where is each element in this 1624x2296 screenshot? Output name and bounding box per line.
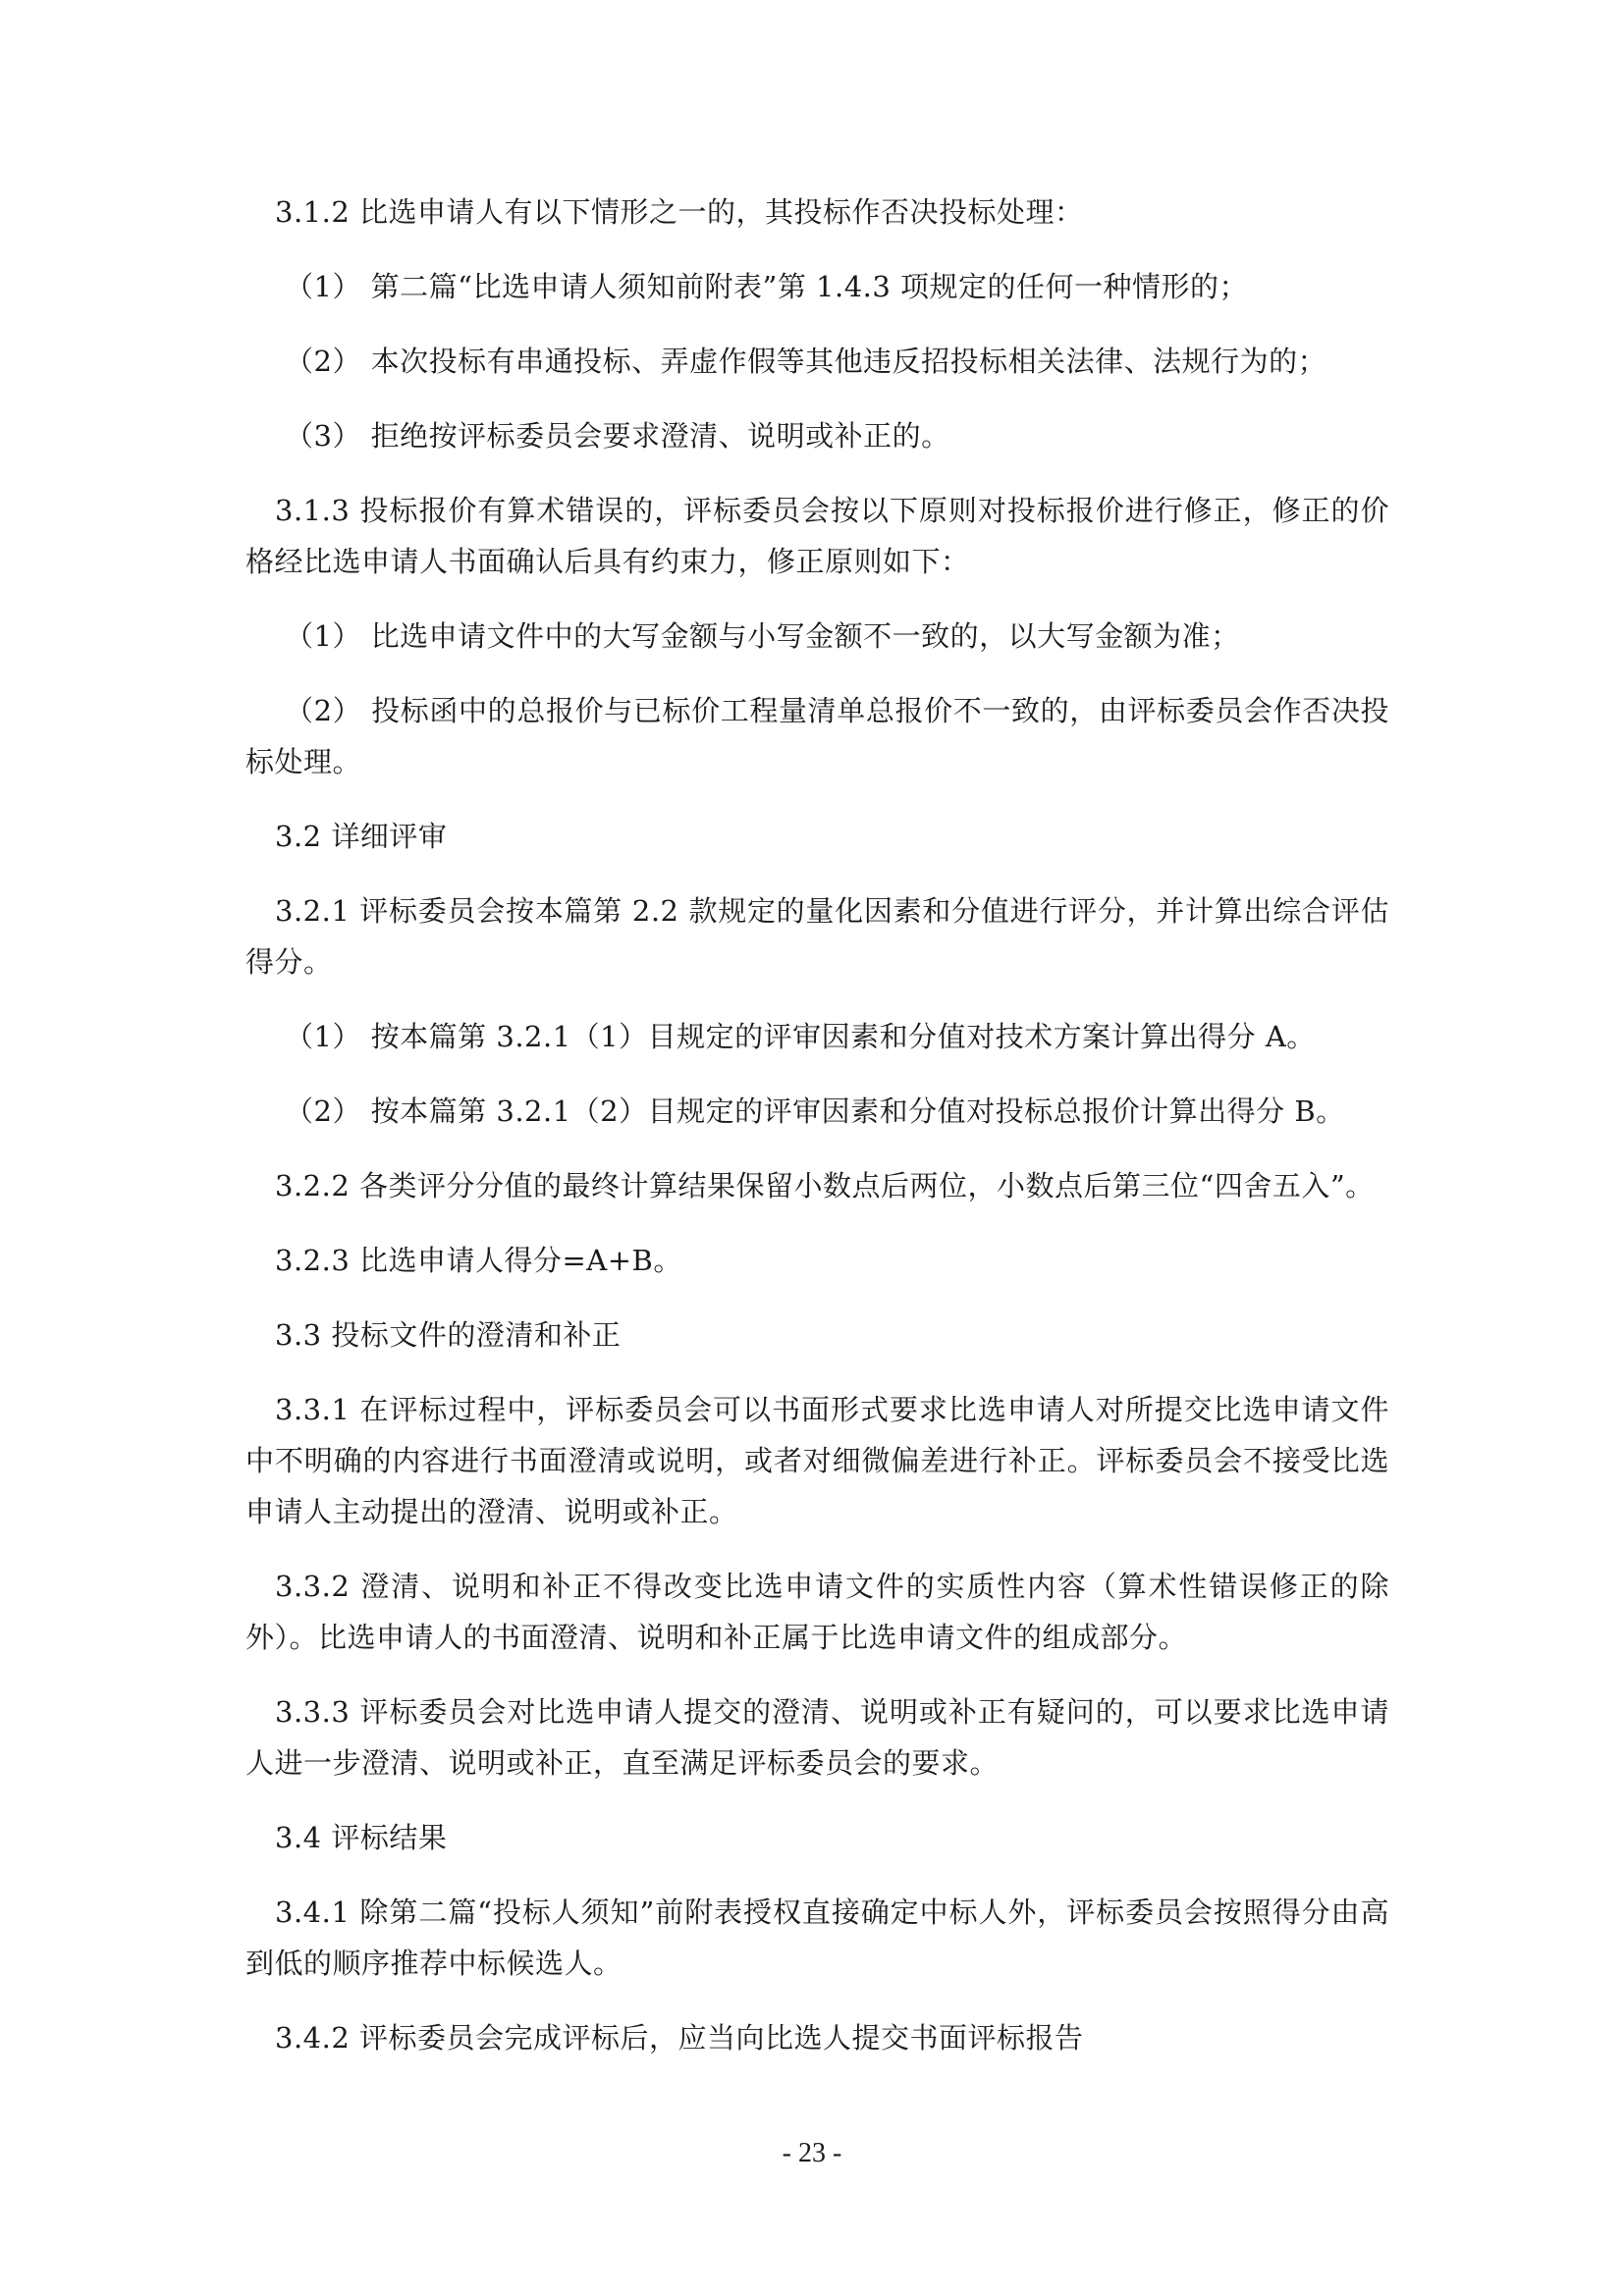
list-item: （1） 比选申请文件中的大写金额与小写金额不一致的，以大写金额为准；: [285, 619, 1240, 653]
list-item: （2） 按本篇第 3.2.1（2）目规定的评审因素和分值对投标总报价计算出得分 B。: [285, 1095, 1345, 1128]
clause-3-3-2: 3.3.2 澄清、说明和补正不得改变比选申请文件的实质性内容（算术性错误修正的除外）。比选申请人的书面澄清、说明和补正属于比选申请文件的组成部分。: [245, 1570, 1389, 1654]
section-heading-3-2: 3.2 详细评审: [275, 820, 448, 853]
clause-3-1-2: 3.1.2 比选申请人有以下情形之一的，其投标作否决投标处理：: [275, 195, 1084, 229]
clause-3-3-3: 3.3.3 评标委员会对比选申请人提交的澄清、说明或补正有疑问的，可以要求比选申请人进一步澄清、说明或补正，直至满足评标委员会的要求。: [245, 1695, 1389, 1780]
clause-3-3-1: 3.3.1 在评标过程中，评标委员会可以书面形式要求比选申请人对所提交比选申请文件中不明确的内容进行书面澄清或说明，或者对细微偏差进行补正。评标委员会不接受比选申请人主动提出的澄清、说明或补正。: [245, 1393, 1389, 1528]
section-heading-3-4: 3.4 评标结果: [275, 1821, 448, 1854]
section-heading-3-3: 3.3 投标文件的澄清和补正: [275, 1318, 622, 1352]
list-item: （1） 第二篇“比选申请人须知前附表”第 1.4.3 项规定的任何一种情形的；: [285, 270, 1249, 303]
list-item: （1） 按本篇第 3.2.1（1）目规定的评审因素和分值对技术方案计算出得分 A。: [285, 1020, 1316, 1053]
clause-3-4-1: 3.4.1 除第二篇“投标人须知”前附表授权直接确定中标人外，评标委员会按照得分由高到低的顺序推荐中标候选人。: [245, 1896, 1389, 1980]
clause-3-2-3: 3.2.3 比选申请人得分=A+B。: [275, 1244, 682, 1277]
clause-3-2-2: 3.2.2 各类评分分值的最终计算结果保留小数点后两位，小数点后第三位“四舍五入”。: [275, 1169, 1375, 1202]
list-item: （2） 本次投标有串通投标、弄虚作假等其他违反招投标相关法律、法规行为的；: [285, 345, 1327, 378]
list-item: （2） 投标函中的总报价与已标价工程量清单总报价不一致的，由评标委员会作否决投标处理。: [245, 694, 1389, 778]
document-body: [245, 187, 1389, 2087]
clause-3-2-1: 3.2.1 评标委员会按本篇第 2.2 款规定的量化因素和分值进行评分，并计算出综合评估得分。: [245, 894, 1389, 979]
clause-3-1-3: 3.1.3 投标报价有算术错误的，评标委员会按以下原则对投标报价进行修正，修正的价格经比选申请人书面确认后具有约束力，修正原则如下：: [245, 494, 1389, 578]
page-number: - 23 -: [782, 2138, 842, 2168]
list-item: （3） 拒绝按评标委员会要求澄清、说明或补正的。: [285, 419, 950, 453]
clause-3-4-2: 3.4.2 评标委员会完成评标后，应当向比选人提交书面评标报告: [275, 2021, 1084, 2055]
